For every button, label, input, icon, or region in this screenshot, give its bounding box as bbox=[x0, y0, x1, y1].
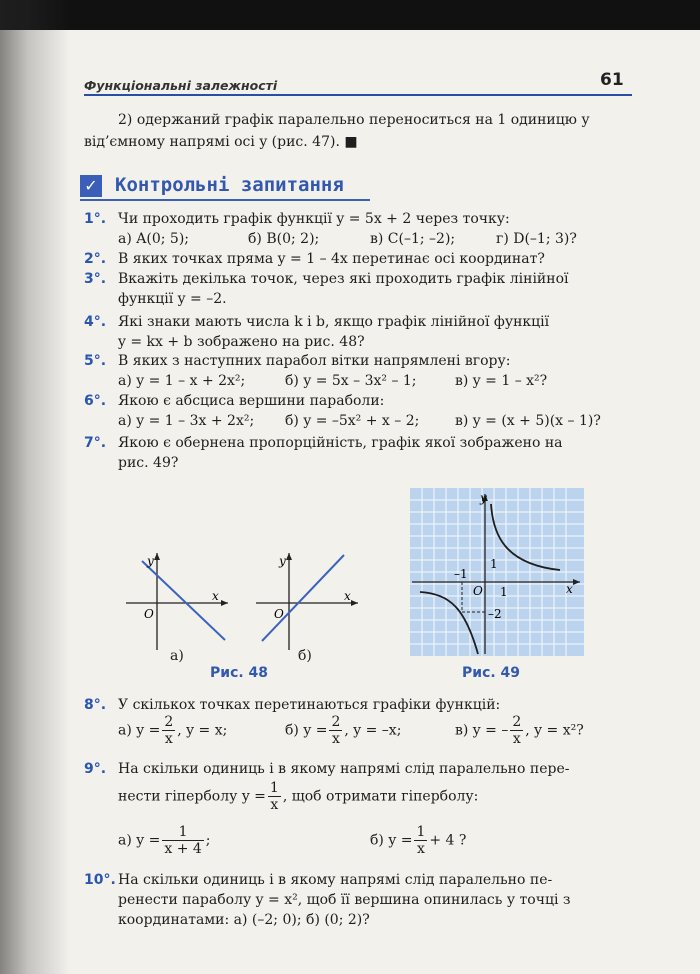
question-option: в) y = 1 – x²? bbox=[455, 373, 548, 389]
header-rule bbox=[84, 94, 632, 96]
check-icon: ✓ bbox=[80, 175, 102, 197]
question-number: 1°. bbox=[84, 211, 107, 227]
question-option: б) y = –5x² + x – 2; bbox=[285, 413, 420, 429]
question-option: в) y = (x + 5)(x – 1)? bbox=[455, 413, 601, 429]
question-option: а) y = 1 – 3x + 2x²; bbox=[118, 413, 255, 429]
question-number: 9°. bbox=[84, 761, 107, 777]
question-text: На скільки одиниць і в якому напрямі слід паралельно пе- bbox=[118, 872, 553, 888]
question-text: нести гіперболу y = $\frac{1}{x}$ , щоб отримати гіперболу: bbox=[118, 780, 479, 813]
question-option: а) A(0; 5); bbox=[118, 231, 189, 247]
question-option: г) D(–1; 3)? bbox=[496, 231, 577, 247]
question-option: а) y = $\frac{2}{x}$ , y = x; bbox=[118, 714, 228, 747]
question-text: У скількох точках перетинаються графіки функцій: bbox=[118, 697, 501, 713]
axis-y-label: y bbox=[147, 554, 154, 568]
tick-label-x-1: 1 bbox=[500, 585, 508, 599]
question-number: 2°. bbox=[84, 251, 107, 267]
question-number: 5°. bbox=[84, 353, 107, 369]
question-text: На скільки одиниць і в якому напрямі слід паралельно пере- bbox=[118, 761, 570, 777]
page-number: 61 bbox=[600, 70, 624, 90]
section-rule bbox=[80, 199, 370, 201]
axis-x-label: x bbox=[212, 589, 219, 603]
origin-label: O bbox=[473, 584, 483, 598]
question-option: а) y = $\frac{1}{x + 4}$ ; bbox=[118, 824, 211, 857]
question-option: а) y = 1 – x + 2x²; bbox=[118, 373, 246, 389]
figure-49 bbox=[410, 488, 584, 656]
question-text: рис. 49? bbox=[118, 455, 179, 471]
tick-label-y-neg2: –2 bbox=[488, 607, 502, 621]
question-number: 6°. bbox=[84, 393, 107, 409]
origin-label: O bbox=[274, 607, 284, 621]
question-number: 7°. bbox=[84, 435, 107, 451]
question-number: 10°. bbox=[84, 872, 116, 888]
question-text: функції y = –2. bbox=[118, 291, 227, 307]
question-number: 4°. bbox=[84, 314, 107, 330]
axis-y-label: y bbox=[279, 554, 286, 568]
intro-line-1: 2) одержаний графік паралельно переноситься на 1 одиницю у bbox=[118, 112, 590, 128]
question-text: Якою є абсциса вершини параболи: bbox=[118, 393, 385, 409]
question-text: В яких точках пряма y = 1 – 4x перетинає осі координат? bbox=[118, 251, 545, 267]
figure-48-caption: Рис. 48 bbox=[210, 665, 269, 681]
question-text: y = kx + b зображено на рис. 48? bbox=[118, 334, 365, 350]
tick-label-x-neg1: –1 bbox=[454, 567, 468, 581]
figure-49-caption: Рис. 49 bbox=[462, 665, 521, 681]
axis-x-label: x bbox=[566, 582, 573, 596]
question-option: б) y = $\frac{1}{x}$ + 4 ? bbox=[370, 824, 467, 857]
question-text: Вкажіть декілька точок, через які проходить графік лінійної bbox=[118, 271, 569, 287]
subfigure-a-label: а) bbox=[170, 648, 184, 664]
question-text: координатами: а) (–2; 0); б) (0; 2)? bbox=[118, 912, 370, 928]
figure-48a bbox=[120, 545, 230, 655]
figure-48b bbox=[252, 545, 362, 655]
question-text: В яких з наступних парабол вітки напрямлені вгору: bbox=[118, 353, 511, 369]
question-option: б) y = 5x – 3x² – 1; bbox=[285, 373, 417, 389]
axis-x-label: x bbox=[344, 589, 351, 603]
question-number: 3°. bbox=[84, 271, 107, 287]
question-option: б) B(0; 2); bbox=[248, 231, 320, 247]
binding-shadow bbox=[0, 0, 70, 974]
section-title: Контрольні запитання bbox=[115, 174, 344, 196]
question-text: Які знаки мають числа k і b, якщо графік лінійної функції bbox=[118, 314, 550, 330]
origin-label: O bbox=[144, 607, 154, 621]
question-text: Чи проходить графік функції y = 5x + 2 через точку: bbox=[118, 211, 510, 227]
running-header: Функціональні залежності bbox=[84, 78, 278, 93]
tick-label-y-1: 1 bbox=[490, 557, 498, 571]
question-option: в) y = – $\frac{2}{x}$ , y = x²? bbox=[455, 714, 584, 747]
question-number: 8°. bbox=[84, 697, 107, 713]
question-text: ренести параболу y = x², щоб її вершина опинилась у точці з bbox=[118, 892, 571, 908]
subfigure-b-label: б) bbox=[298, 648, 312, 664]
axis-y-label: y bbox=[480, 491, 487, 505]
question-option: в) C(–1; –2); bbox=[370, 231, 456, 247]
question-text: Якою є обернена пропорційність, графік якої зображено на bbox=[118, 435, 563, 451]
question-option: б) y = $\frac{2}{x}$ , y = –x; bbox=[285, 714, 402, 747]
intro-line-2: від’ємному напрямі осі y (рис. 47). ■ bbox=[84, 134, 358, 150]
